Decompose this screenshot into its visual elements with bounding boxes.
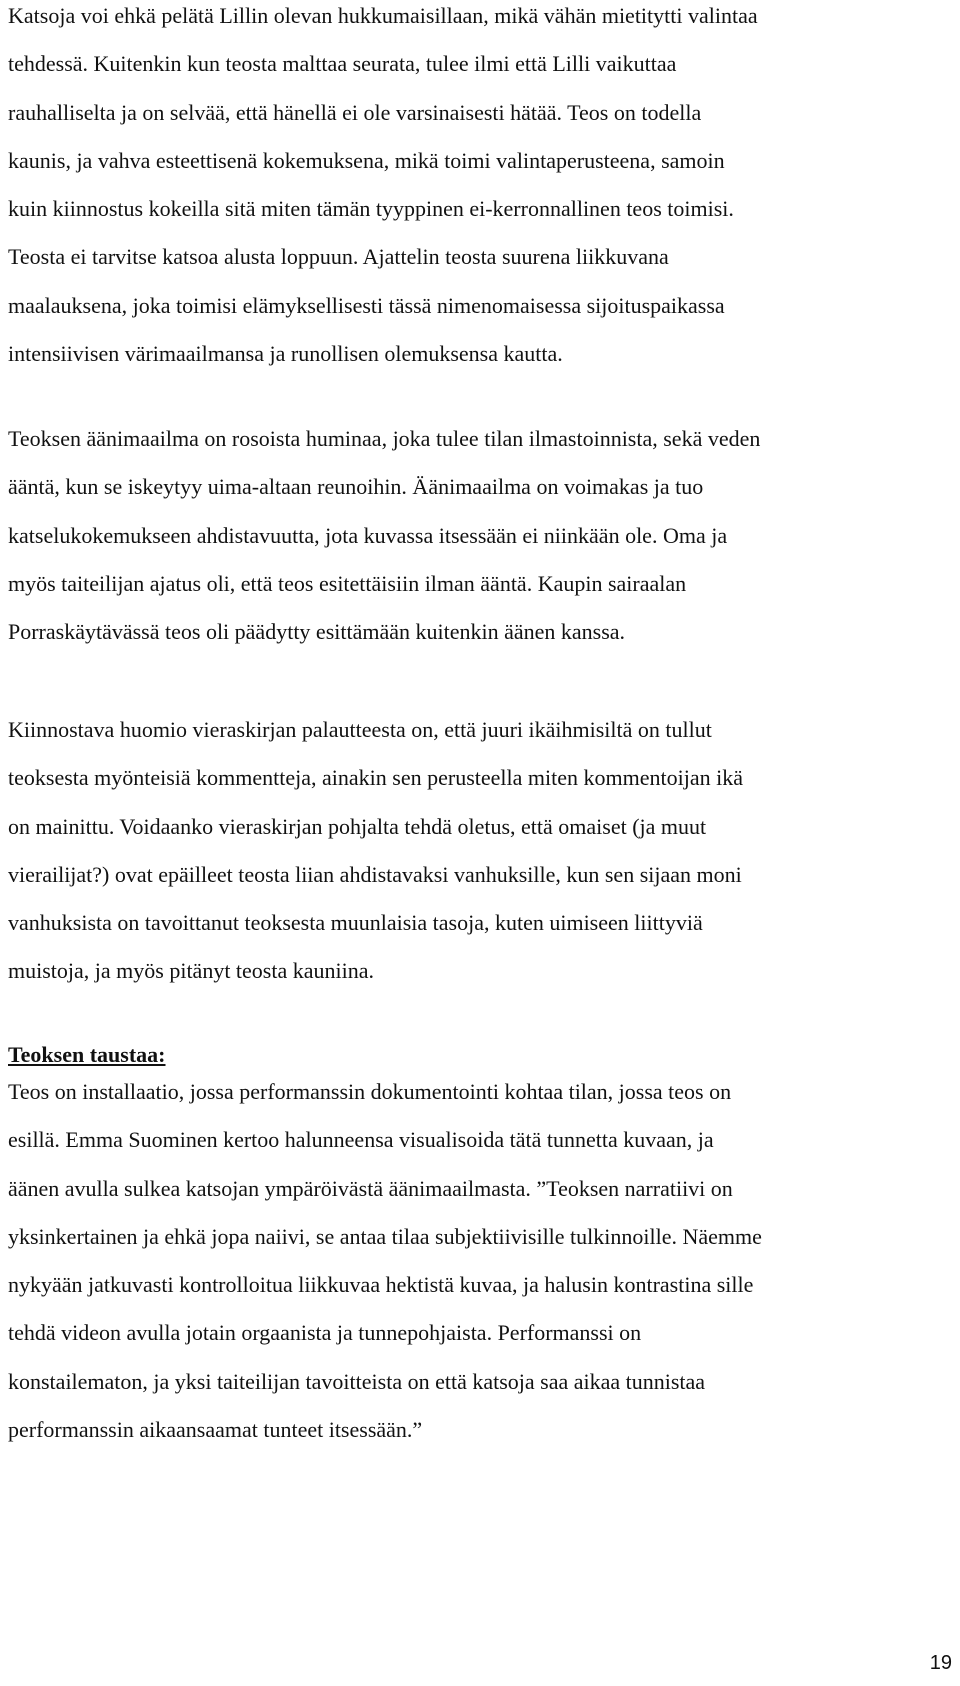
section-heading: Teoksen taustaa: bbox=[8, 1042, 166, 1067]
text-line: esillä. Emma Suominen kertoo halunneensa visualisoida tätä tunnetta kuvaan, ja bbox=[8, 1127, 714, 1153]
text-line: kaunis, ja vahva esteettisenä kokemuksena, mikä toimi valintaperusteena, samoin bbox=[8, 147, 725, 173]
page-number: 19 bbox=[929, 1652, 952, 1674]
text-line: Kiinnostava huomio vieraskirjan palautteesta on, että juuri ikäihmisiltä on tullut bbox=[8, 717, 712, 742]
text-line: konstailematon, ja yksi taiteilijan tavoitteista on että katsoja saa aikaa tunnistaa bbox=[8, 1368, 706, 1394]
text-line: maalauksena, joka toimisi elämyksellisesti tässä nimenomaisessa sijoituspaikassa bbox=[8, 292, 725, 318]
text-line: äänen avulla sulkea katsojan ympäröivästä äänimaailmasta. ”Teoksen narratiivi on bbox=[8, 1175, 733, 1201]
text-line: Teosta ei tarvitse katsoa alusta loppuun. Ajattelin teosta suurena liikkuvana bbox=[8, 244, 669, 270]
text-line: Teos on installaatio, jossa performanssin dokumentointi kohtaa tilan, jossa teos on bbox=[8, 1079, 732, 1104]
text-line: kuin kiinnostus kokeilla sitä miten tämän tyyppinen ei-kerronnallinen teos toimisi. bbox=[8, 196, 734, 222]
text-line: myös taiteilijan ajatus oli, että teos esitettäisiin ilman ääntä. Kaupin sairaalan bbox=[8, 570, 687, 596]
text-line: katselukokemukseen ahdistavuutta, jota kuvassa itsessään ei niinkään ole. Oma ja bbox=[8, 522, 728, 548]
text-line: yksinkertainen ja ehkä jopa naiivi, se antaa tilaa subjektiivisille tulkinnoille. Näemme bbox=[8, 1223, 762, 1249]
text-line: Teoksen äänimaailma on rosoista huminaa, joka tulee tilan ilmastoinnista, sekä veden bbox=[8, 426, 761, 451]
text-line: nykyään jatkuvasti kontrolloitua liikkuvaa hektistä kuvaa, ja halusin kontrastina sille bbox=[8, 1272, 754, 1298]
text-line: Katsoja voi ehkä pelätä Lillin olevan hukkumaisillaan, mikä vähän mietitytti valintaa bbox=[8, 3, 758, 28]
text-line: teoksesta myönteisiä kommentteja, ainakin sen perusteella miten kommentoijan ikä bbox=[8, 765, 743, 791]
text-line: tehdä videon avulla jotain orgaanista ja tunnepohjaista. Performanssi on bbox=[8, 1320, 642, 1346]
text-line: muistoja, ja myös pitänyt teosta kauniina. bbox=[8, 958, 374, 984]
text-line: performanssin aikaansaamat tunteet itsessään.” bbox=[8, 1417, 423, 1443]
document-page bbox=[8, 0, 952, 1686]
text-line: vanhuksista on tavoittanut teoksesta muunlaisia tasoja, kuten uimiseen liittyviä bbox=[8, 910, 703, 936]
text-line: intensiivisen värimaailmansa ja runollisen olemuksensa kautta. bbox=[8, 341, 563, 367]
text-line: tehdessä. Kuitenkin kun teosta malttaa seurata, tulee ilmi että Lilli vaikuttaa bbox=[8, 51, 677, 77]
text-line: Porraskäytävässä teos oli päädytty esittämään kuitenkin äänen kanssa. bbox=[8, 619, 626, 645]
paragraph-soundscape bbox=[8, 415, 952, 656]
text-line: on mainittu. Voidaanko vieraskirjan pohjalta tehdä oletus, että omaiset (ja muut bbox=[8, 813, 707, 839]
text-line: ääntä, kun se iskeytyy uima-altaan reunoihin. Äänimaailma on voimakas ja tuo bbox=[8, 474, 704, 500]
text-line: vierailijat?) ovat epäilleet teosta liian ahdistavaksi vanhuksille, kun sen sijaan moni bbox=[8, 861, 742, 887]
paragraph-viewing-experience bbox=[8, 0, 952, 378]
paragraph-guestbook bbox=[8, 706, 952, 996]
text-line: rauhalliselta ja on selvää, että hänellä ei ole varsinaisesti hätää. Teos on todella bbox=[8, 99, 702, 125]
paragraph-background bbox=[8, 1068, 952, 1454]
